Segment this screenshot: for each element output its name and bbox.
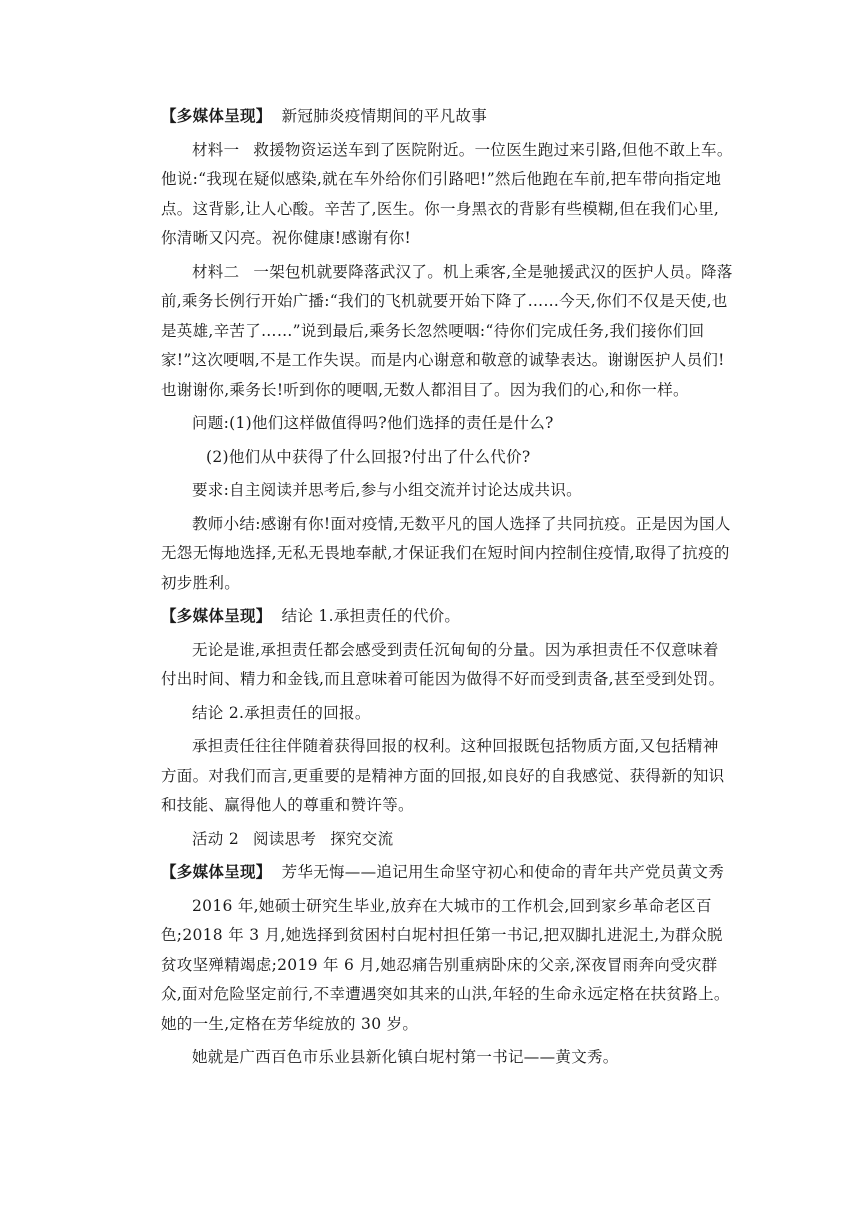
huang-story-paragraph: 2016 年,她硕士研究生毕业,放弃在大城市的工作机会,回到家乡革命老区百色;2018 年 3 月,她选择到贫困村白坭村担任第一书记,把双脚扎进泥土,为群众脱贫攻坚殚精竭虑;2019 年 6 月,她忍痛告别重病卧床的父亲,深夜冒雨奔向受灾群众,面对危险坚定前行,不幸遭遇突如其来的山洪,年轻的生命永远定格在扶贫路上。她的一生,定格在芳华绽放的 30 岁。 — [161, 896, 730, 1033]
section-title: 芳华无悔——追记用生命坚守初心和使命的青年共产党员黄文秀 — [281, 863, 725, 881]
question-2: (2)他们从中获得了什么回报?付出了什么代价? — [206, 447, 531, 466]
activity-2-heading — [161, 825, 733, 855]
requirement-text: 要求:自主阅读并思考后,参与小组交流并讨论达成共识。 — [192, 481, 582, 499]
conclusion-2-heading: 结论 2.承担责任的回报。 — [192, 703, 371, 722]
conclusion-2-text: 承担责任往往伴随着获得回报的权利。这种回报既包括物质方面,又包括精神方面。对我们而言,更重要的是精神方面的回报,如良好的自我感觉、获得新的知识和技能、赢得他人的尊重和赞许等。 — [161, 737, 725, 814]
huang-closing-paragraph: 她就是广西百色市乐业县新化镇白坭村第一书记——黄文秀。 — [192, 1048, 619, 1066]
section-heading-1 — [161, 102, 733, 132]
conclusion-title: 结论 1.承担责任的代价。 — [281, 607, 461, 625]
activity-label: 活动 2 — [192, 829, 239, 848]
multimedia-tag: 【多媒体呈现】 — [161, 863, 272, 881]
activity-part-1: 阅读思考 — [253, 829, 317, 848]
conclusion-1-heading — [161, 602, 733, 632]
material-label: 材料二 — [192, 262, 240, 281]
material-1-paragraph — [161, 136, 733, 254]
teacher-summary: 教师小结:感谢有你!面对疫情,无数平凡的国人选择了共同抗疫。正是因为国人无怨无悔地选择,无私无畏地奉献,才保证我们在短时间内控制住疫情,取得了抗疫的初步胜利。 — [161, 514, 731, 592]
activity-part-2: 探究交流 — [330, 829, 394, 848]
material-2-paragraph — [161, 258, 733, 406]
multimedia-tag: 【多媒体呈现】 — [161, 107, 272, 125]
section-heading-2 — [161, 858, 733, 888]
material-text: 一架包机就要降落武汉了。机上乘客,全是驰援武汉的医护人员。降落前,乘务长例行开始广播:“我们的飞机就要开始下降了……今天,你们不仅是天使,也是英雄,辛苦了……”说到最后,乘务长忽然哽咽:“待你们完成任务,我们接你们回家!”这次哽咽,不是工作失误。而是内心谢意和敬意的诚挚表达。谢谢医护人员们!也谢谢你,乘务长!听到你的哽咽,无数人都泪目了。因为我们的心,和你一样。 — [161, 262, 733, 399]
multimedia-tag: 【多媒体呈现】 — [161, 607, 272, 625]
question-1: 问题:(1)他们这样做值得吗?他们选择的责任是什么? — [192, 414, 554, 432]
material-label: 材料一 — [192, 140, 240, 159]
conclusion-1-text: 无论是谁,承担责任都会感受到责任沉甸甸的分量。因为承担责任不仅意味着付出时间、精力和金钱,而且意味着可能因为做得不好而受到责备,甚至受到处罚。 — [161, 640, 725, 688]
section-title: 新冠肺炎疫情期间的平凡故事 — [281, 107, 488, 125]
document-body — [161, 102, 733, 1073]
material-text: 救援物资运送车到了医院附近。一位医生跑过来引路,但他不敢上车。他说:“我现在疑似感染,就在车外给你们引路吧!”然后他跑在车前,把车带向指定地点。这背影,让人心酸。辛苦了,医生。你一身黑衣的背影有些模糊,但在我们心里,你清晰又闪亮。祝你健康!感谢有你! — [161, 140, 733, 247]
